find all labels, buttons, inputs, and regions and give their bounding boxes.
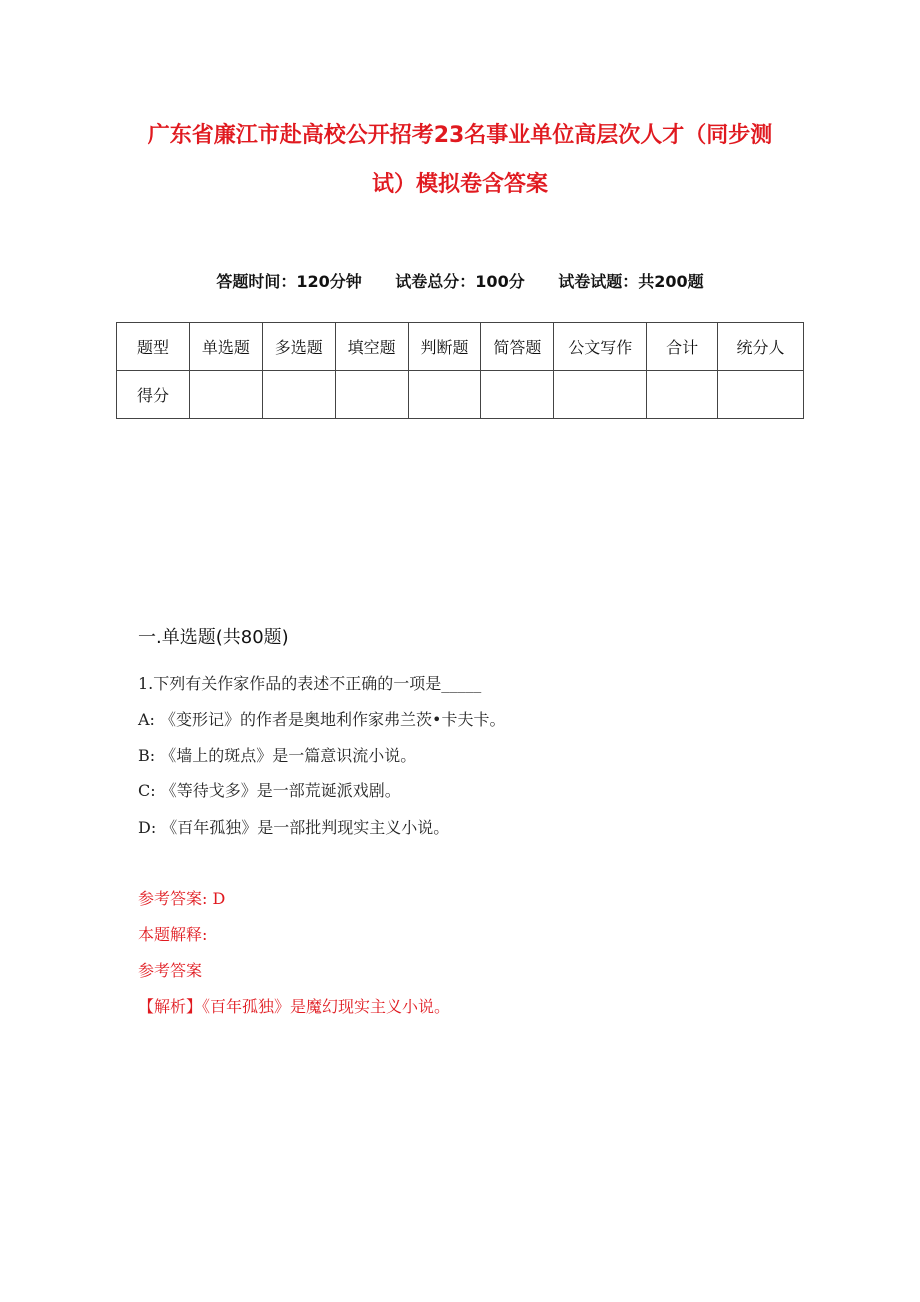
- table-header-cell: 简答题: [481, 323, 554, 371]
- table-header-cell: 统分人: [718, 323, 804, 371]
- table-header-cell: 单选题: [189, 323, 262, 371]
- score-cell: [408, 371, 481, 419]
- score-cell: [647, 371, 718, 419]
- score-table-row: [117, 371, 804, 419]
- score-table: [116, 322, 804, 419]
- table-header-cell: 判断题: [408, 323, 481, 371]
- score-cell: [189, 371, 262, 419]
- question-stem: 1.下列有关作家作品的表述不正确的一项是_____: [138, 674, 482, 693]
- section-title: 一.单选题(共80题): [138, 627, 289, 648]
- score-cell: [262, 371, 335, 419]
- exam-meta: [0, 269, 920, 292]
- answer-text: 参考答案: D: [138, 889, 226, 908]
- exam-question-count: 试卷试题：共200题: [558, 272, 704, 291]
- score-cell: [554, 371, 647, 419]
- option-a: A: 《变形记》的作者是奥地利作家弗兰茨•卡夫卡。: [138, 710, 506, 729]
- score-row-label: 得分: [117, 371, 190, 419]
- analysis-text: 【解析】《百年孤独》是魔幻现实主义小说。: [138, 997, 451, 1016]
- table-header-cell: 填空题: [335, 323, 408, 371]
- score-table-header-row: [117, 323, 804, 371]
- exam-time: 答题时间：120分钟: [216, 272, 362, 291]
- table-header-cell: 多选题: [262, 323, 335, 371]
- score-cell: [335, 371, 408, 419]
- explain-label: 本题解释:: [138, 925, 208, 944]
- table-header-cell: 题型: [117, 323, 190, 371]
- doc-title-line1: 广东省廉江市赴高校公开招考23名事业单位高层次人才（同步测: [147, 123, 773, 148]
- exam-total-score: 试卷总分：100分: [395, 272, 525, 291]
- option-b: B: 《墙上的斑点》是一篇意识流小说。: [138, 746, 417, 765]
- score-cell: [481, 371, 554, 419]
- option-c: C: 《等待戈多》是一部荒诞派戏剧。: [138, 781, 401, 800]
- score-cell: [718, 371, 804, 419]
- reference-label: 参考答案: [138, 961, 203, 980]
- table-header-cell: 公文写作: [554, 323, 647, 371]
- table-header-cell: 合计: [647, 323, 718, 371]
- option-d: D: 《百年孤独》是一部批判现实主义小说。: [138, 818, 450, 837]
- doc-title-line2: 试）模拟卷含答案: [371, 172, 548, 197]
